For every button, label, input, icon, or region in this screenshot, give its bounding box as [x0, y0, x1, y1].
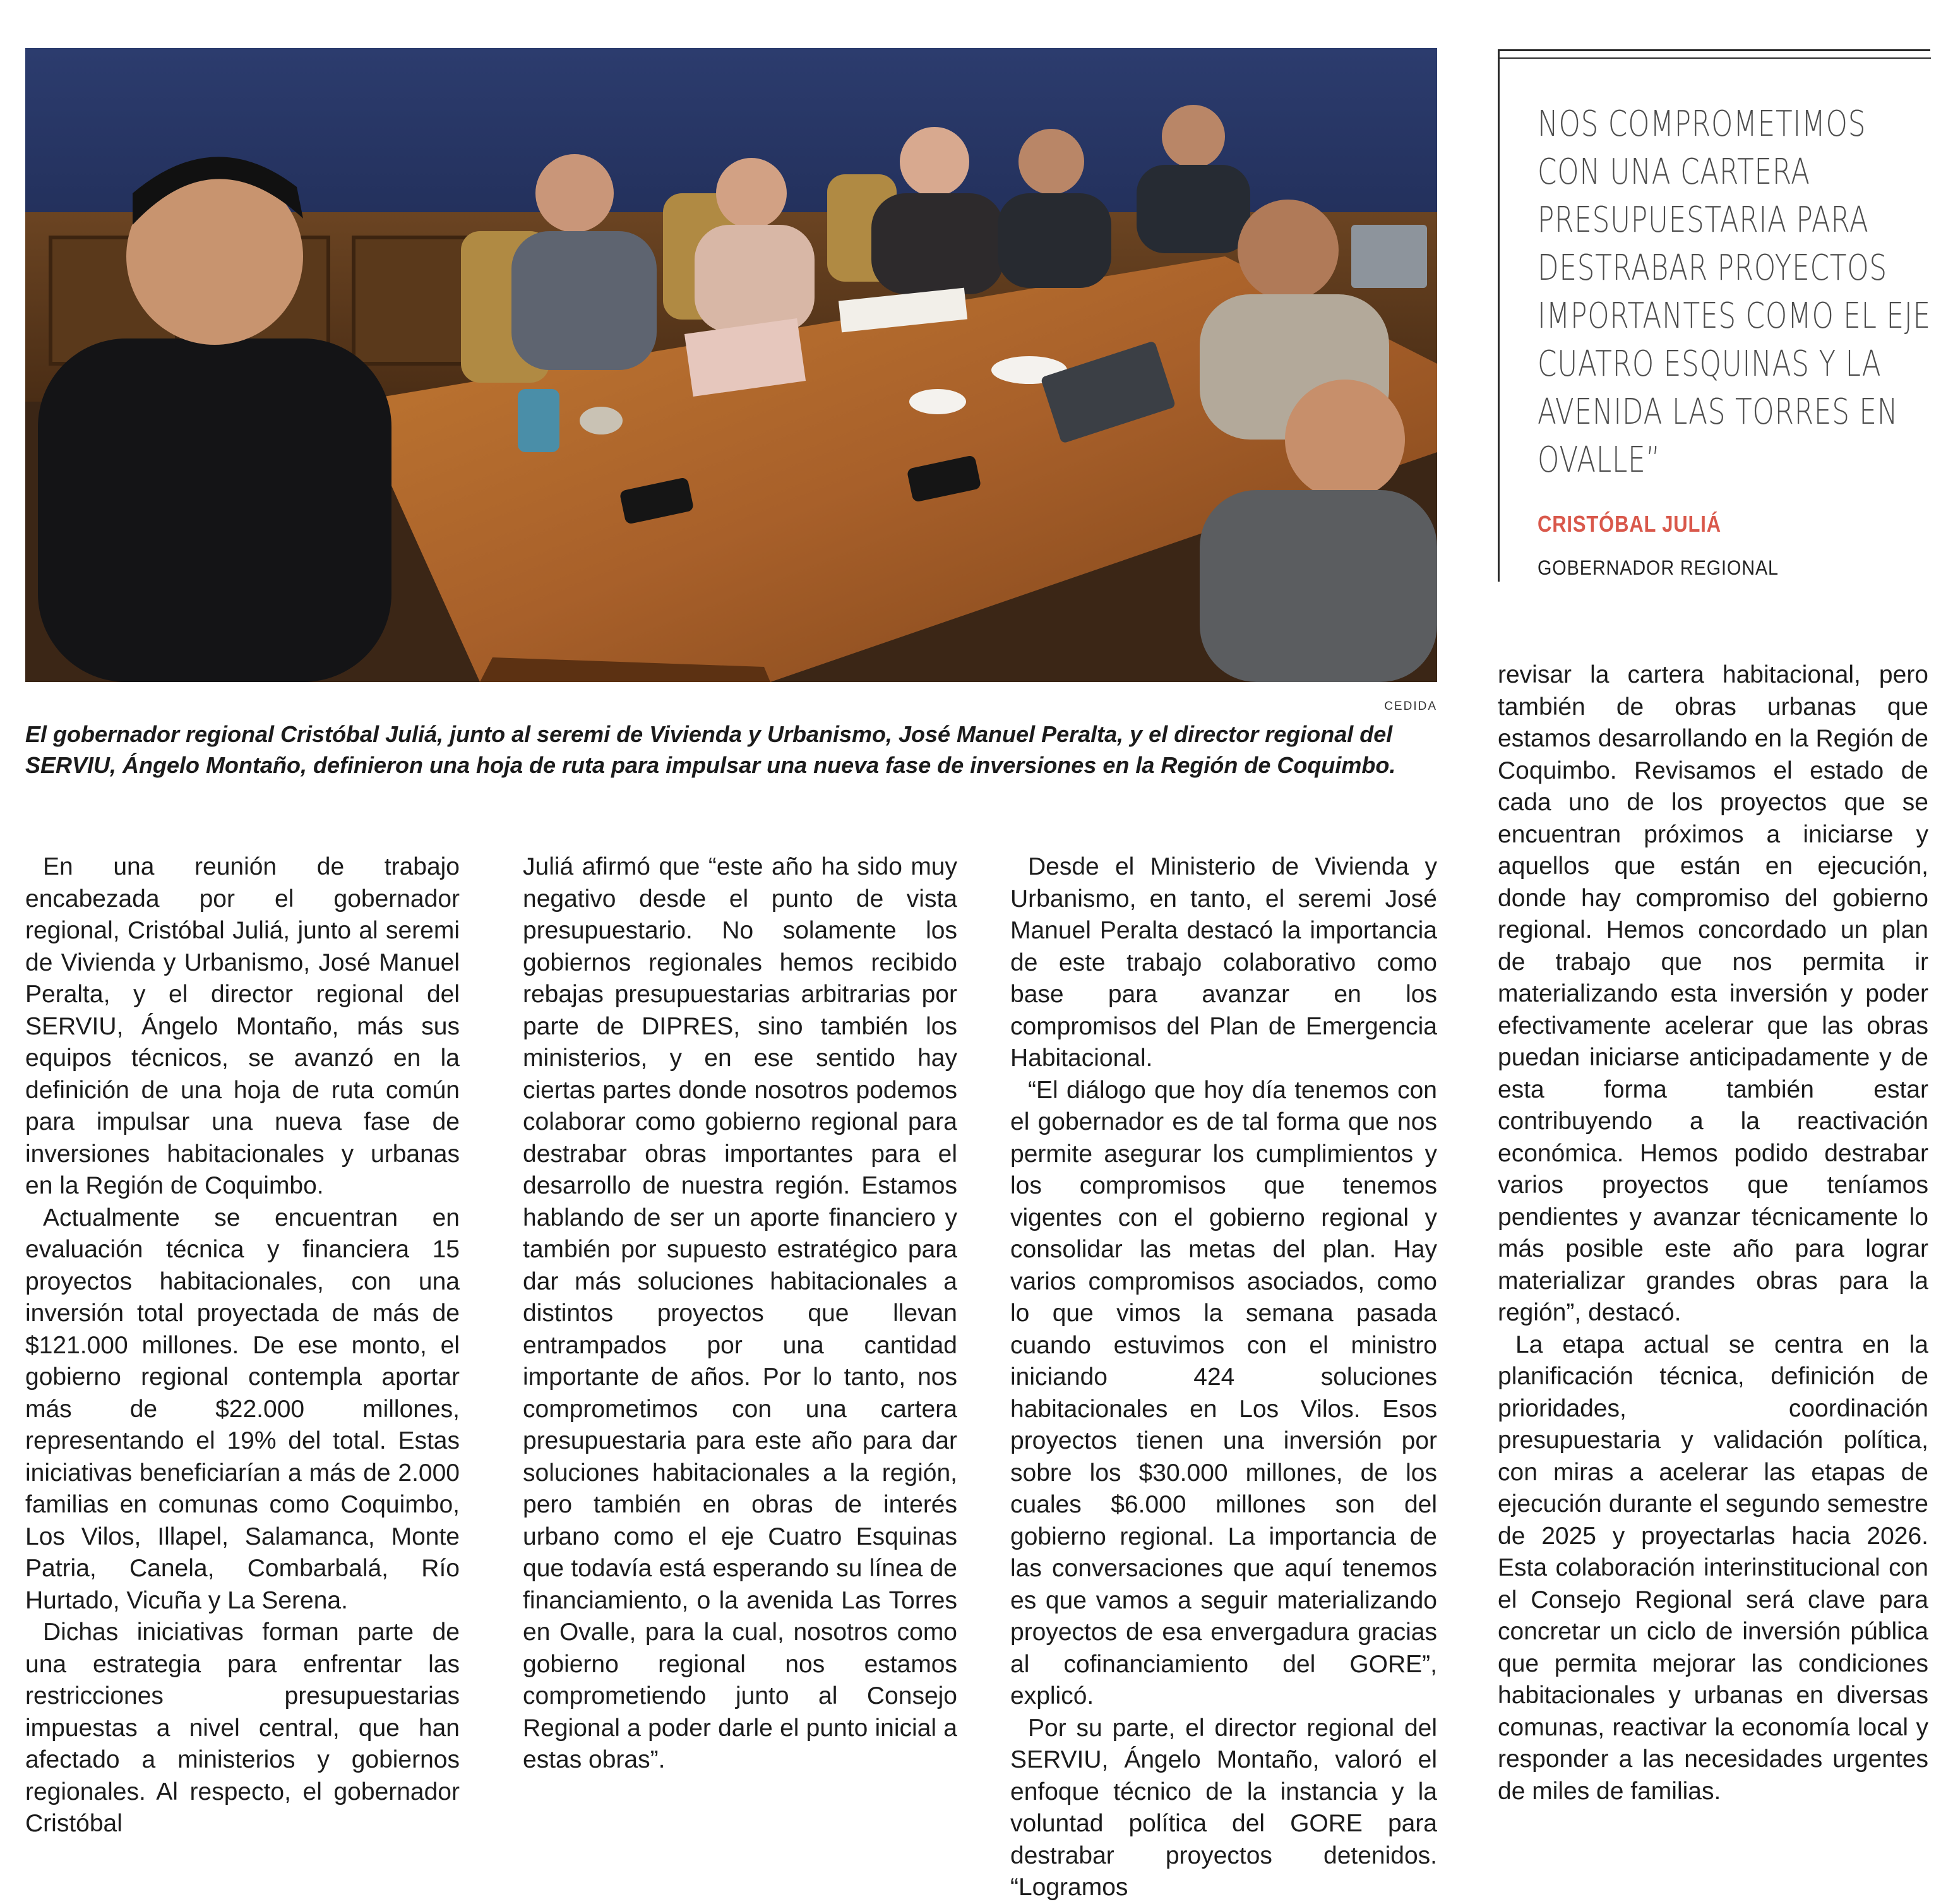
- paragraph: “El diálogo que hoy día tenemos con el gobernador es de tal forma que nos permite asegurar los cumplimientos y los compromisos que tenemos vigentes con el gobierno regional y consolidar las metas del plan. Hay varios compromisos asociados, como lo que vimos la semana pasada cuando estuvimos con el ministro iniciando 424 soluciones habitacionales en Los Vilos. Esos proyectos tienen una inversión por sobre los $30.000 millones, de los cuales $6.000 millones son del gobierno regional. La importancia de las conversaciones que aquí tenemos es que vamos a seguir materializando proyectos de esa envergadura gracias al cofinanciamiento del GORE”, explicó.: [1010, 1076, 1437, 1709]
- pull-quote-text: NOS COMPROMETIMOS CON UNA CARTERA PRESUPUESTARIA PARA DESTRABAR PROYECTOS IMPORTANTES COMO EL EJE CUATRO ESQUINAS Y LA AVENIDA LAS TORRES EN OVALLE”: [1538, 104, 1931, 481]
- quote-author-name: CRISTÓBAL JULIÁ: [1538, 511, 1721, 537]
- paragraph: revisar la cartera habitacional, pero también de obras urbanas que estamos desarrollando en la Región de Coquimbo. Revisamos el estado de cada uno de los proyectos que se encuentran próximos a iniciarse y aquellos que están en ejecución, donde hay compromiso del gobierno regional. Hemos concordado un plan de trabajo que nos permita ir materializando esta inversión y poder efectivamente acelerar que las obras puedan iniciarse anticipadamente y de esta forma también estar contribuyendo a la reactivación económica. Hemos podido destrabar varios proyectos que teníamos pendientes y avanzar técnicamente lo más posible este año para lograr materializar grandes obras para la región”, destacó.: [1498, 661, 1928, 1326]
- photo-credit: CEDIDA: [1384, 700, 1437, 713]
- photo-caption: El gobernador regional Cristóbal Juliá, junto al seremi de Vivienda y Urbanismo, José Manuel Peralta, y el director regional del SERVIU, Ángelo Montaño, definieron una hoja de ruta para impulsar una nueva fase de inversiones en la Región de Coquimbo.: [25, 721, 1396, 778]
- paragraph: La etapa actual se centra en la planificación técnica, definición de prioridades, coordinación presupuestaria y validación política, con miras a acelerar las etapas de ejecución durante el segundo semestre de 2025 y proyectarlas hacia 2026. Esta colaboración interinstitucional con el Consejo Regional será clave para concretar un ciclo de inversión pública que permita mejorar las condiciones habitacionales y urbanas en diversas comunas, reactivar la economía local y responder a las necesidades urgentes de miles de familias.: [1498, 1331, 1928, 1805]
- quote-author-role: GOBERNADOR REGIONAL: [1538, 556, 1779, 579]
- article-column-1: [25, 851, 460, 1840]
- article-column-2: [523, 851, 957, 1776]
- paragraph: Desde el Ministerio de Vivienda y Urbanismo, en tanto, el seremi José Manuel Peralta destacó la importancia de este trabajo colaborativo como base para avanzar en los compromisos del Plan de Emergencia Habitacional.: [1010, 853, 1437, 1072]
- paragraph: Juliá afirmó que “este año ha sido muy negativo desde el punto de vista presupuestario. No solamente los gobiernos regionales hemos recibido rebajas presupuestarias arbitrarias por parte de DIPRES, sino también los ministerios, y en ese sentido hay ciertas partes donde nosotros podemos colaborar como gobierno regional para destrabar obras importantes para el desarrollo de nuestra región. Estamos hablando de ser un aporte financiero y también por supuesto estratégico para dar más soluciones habitacionales a distintos proyectos que llevan entrampados por una cantidad importante de años. Por lo tanto, nos comprometimos con una cartera presupuestaria para este año para dar soluciones habitacionales a la región, pero también en obras de interés urbano como el eje Cuatro Esquinas que todavía está esperando su línea de financiamiento, o la avenida Las Torres en Ovalle, para la cual, nosotros como gobierno regional nos estamos comprometiendo junto al Consejo Regional a poder darle el punto inicial a estas obras”.: [523, 853, 957, 1773]
- article-photo: [25, 48, 1437, 682]
- paragraph: En una reunión de trabajo encabezada por el gobernador regional, Cristóbal Juliá, junto al seremi de Vivienda y Urbanismo, José Manuel Peralta, y el director regional del SERVIU, Ángelo Montaño, más sus equipos técnicos, se avanzó en la definición de una hoja de ruta común para impulsar una nueva fase de inversiones habitacionales y urbanas en la Región de Coquimbo.: [25, 853, 460, 1199]
- article-column-4: [1498, 659, 1928, 1807]
- paragraph: Actualmente se encuentran en evaluación técnica y financiera 15 proyectos habitacionales, con una inversión total proyectada de más de $121.000 millones. De ese monto, el gobierno regional contempla aportar más de $22.000 millones, representando el 19% del total. Estas iniciativas beneficiarían a más de 2.000 familias en comunas como Coquimbo, Los Vilos, Illapel, Salamanca, Monte Patria, Canela, Combarbalá, Río Hurtado, Vicuña y La Serena.: [25, 1204, 460, 1614]
- quote-rule: [1498, 57, 1931, 59]
- paragraph: Por su parte, el director regional del SERVIU, Ángelo Montaño, valoró el enfoque técnico de la instancia y la voluntad política del GORE para destrabar proyectos detenidos. “Logramos: [1010, 1714, 1437, 1901]
- paragraph: Dichas iniciativas forman parte de una estrategia para enfrentar las restricciones presupuestarias impuestas a nivel central, que han afectado a ministerios y gobiernos regionales. Al respecto, el gobernador Cristóbal: [25, 1619, 460, 1837]
- article-column-3: [1010, 851, 1437, 1904]
- meeting-photo-illustration: [25, 48, 1437, 682]
- pull-quote: [1498, 49, 1930, 582]
